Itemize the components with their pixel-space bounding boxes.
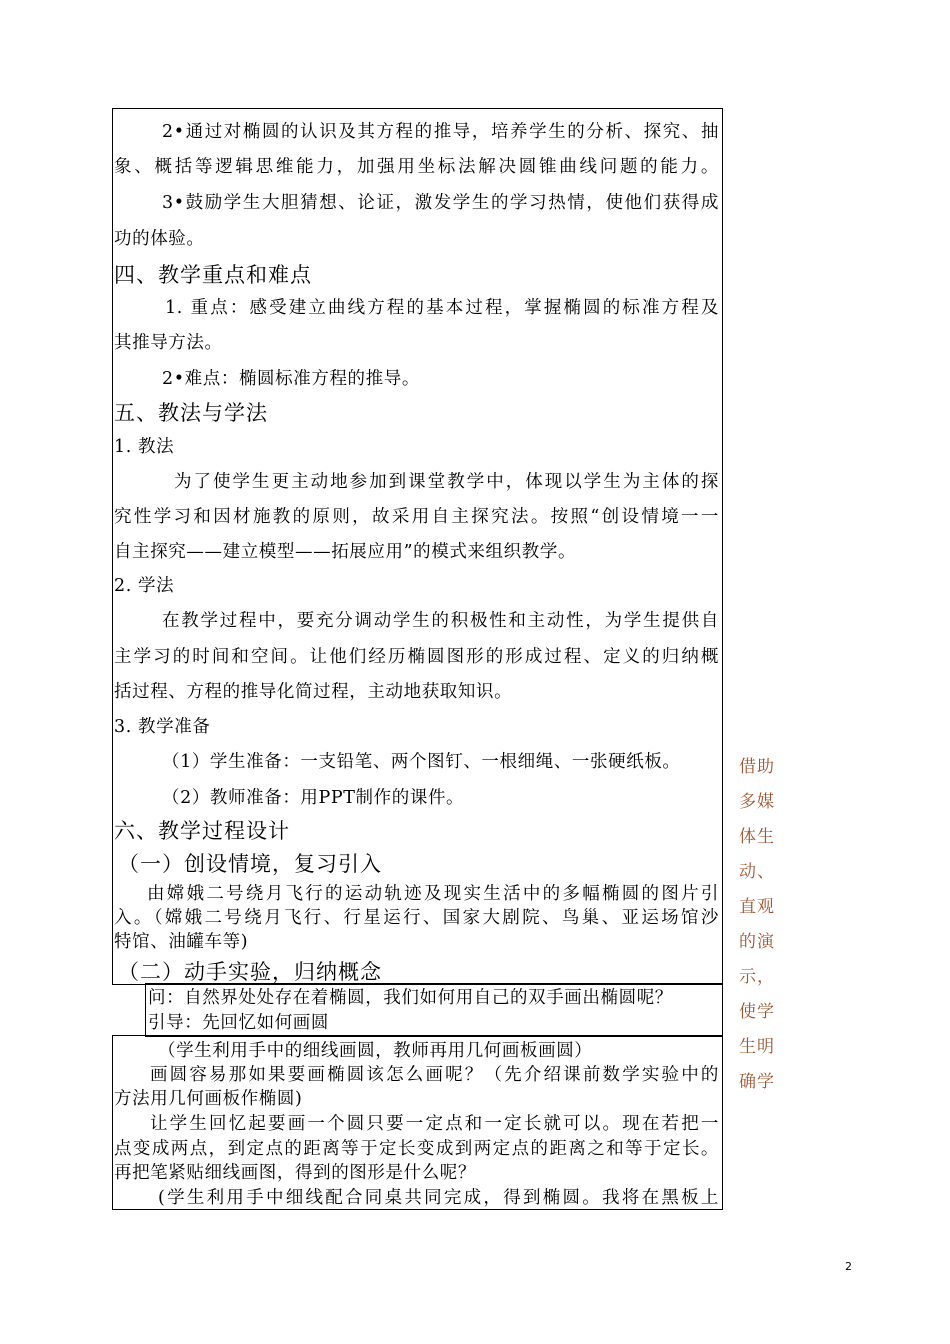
side-note-10: 确学 xyxy=(739,1072,775,1092)
intro-line-3: 特馆、油罐车等) xyxy=(114,932,249,952)
learning-method-line-1: 在教学过程中，要充分调动学生的积极性和主动性，为学生提供自 xyxy=(162,611,719,631)
question-line: 问：自然界处处存在着椭圆，我们如何用自己的双手画出椭圆呢？ xyxy=(148,988,673,1008)
heading-process: 六、教学过程设计 xyxy=(114,819,290,843)
objective-2-line-2: 象、概括等逻辑思维能力，加强用坐标法解决圆锥曲线问题的能力。 xyxy=(114,157,719,177)
activity-line-4: 让学生回忆起要画一个圆只要一定点和一定长就可以。现在若把一 xyxy=(150,1114,719,1134)
intro-line-1: 由嫦娥二号绕月飞行的运动轨迹及现实生活中的多幅椭圆的图片引 xyxy=(147,884,719,904)
objective-3-line-2: 功的体验。 xyxy=(114,229,205,249)
key-point-line-2: 其推导方法。 xyxy=(114,333,223,353)
teaching-method-line-2: 究性学习和因材施教的原则，故采用自主探究法。按照“创设情境一一 xyxy=(114,507,719,527)
side-note-8: 使学 xyxy=(739,1002,775,1022)
guidance-line: 引导：先回忆如何画圆 xyxy=(148,1013,329,1033)
learning-method-line-3: 括过程、方程的推导化简过程，主动地获取知识。 xyxy=(114,682,513,702)
heading-step-1: （一）创设情境，复习引入 xyxy=(118,852,382,876)
subheading-teaching-method: 1. 教法 xyxy=(114,437,175,457)
activity-line-6: 再把笔紧贴细线画图，得到的图形是什么呢？ xyxy=(114,1163,476,1183)
student-preparation: （1）学生准备：一支铅笔、两个图钉、一根细绳、一张硬纸板。 xyxy=(162,752,681,772)
learning-method-line-2: 主学习的时间和空间。让他们经历椭圆图形的形成过程、定义的归纳概 xyxy=(114,647,719,667)
teacher-preparation: （2）教师准备：用PPT制作的课件。 xyxy=(162,788,465,808)
side-note-5: 直观 xyxy=(739,897,775,917)
activity-line-2: 画圆容易那如果要画椭圆该怎么画呢？（先介绍课前数学实验中的 xyxy=(150,1065,719,1085)
side-note-4: 动、 xyxy=(739,862,775,882)
subheading-preparation: 3. 教学准备 xyxy=(114,717,211,737)
side-note-9: 生明 xyxy=(739,1037,775,1057)
side-note-2: 多媒 xyxy=(739,792,775,812)
page-number: 2 xyxy=(845,1260,852,1273)
key-point-line-1: 1. 重点：感受建立曲线方程的基本过程，掌握椭圆的标准方程及 xyxy=(165,298,719,318)
objective-3-line-1: 3•鼓励学生大胆猜想、论证，激发学生的学习热情，使他们获得成 xyxy=(162,193,719,213)
activity-line-1: （学生利用手中的细线画圆，教师再用几何画板画圆） xyxy=(158,1041,593,1061)
side-note-6: 的演 xyxy=(739,932,775,952)
heading-key-points: 四、教学重点和难点 xyxy=(114,263,312,287)
activity-line-7: (学生利用手中细线配合同桌共同完成，得到椭圆。我将在黑板上 xyxy=(158,1188,719,1208)
side-note-3: 体生 xyxy=(739,827,775,847)
teaching-method-line-3: 自主探究——建立模型——拓展应用”的模式来组织教学。 xyxy=(114,542,577,562)
objective-2-line-1: 2•通过对椭圆的认识及其方程的推导，培养学生的分析、探究、抽 xyxy=(162,122,719,142)
teaching-method-line-1: 为了使学生更主动地参加到课堂教学中，体现以学生为主体的探 xyxy=(174,472,719,492)
activity-line-5: 点变成两点，到定点的距离等于定长变成到两定点的距离之和等于定长。 xyxy=(114,1139,719,1159)
subheading-learning-method: 2. 学法 xyxy=(114,576,175,596)
heading-methods: 五、教法与学法 xyxy=(114,401,268,425)
side-note-7: 示， xyxy=(739,967,775,987)
side-note-1: 借助 xyxy=(739,757,775,777)
difficulty-line: 2•难点：椭圆标准方程的推导。 xyxy=(162,369,420,389)
intro-line-2: 入。（嫦娥二号绕月飞行、行星运行、国家大剧院、鸟巢、亚运场馆沙 xyxy=(114,908,719,928)
heading-step-2: （二）动手实验，归纳概念 xyxy=(118,960,382,984)
activity-line-3: 方法用几何画板作椭圆) xyxy=(114,1089,303,1109)
